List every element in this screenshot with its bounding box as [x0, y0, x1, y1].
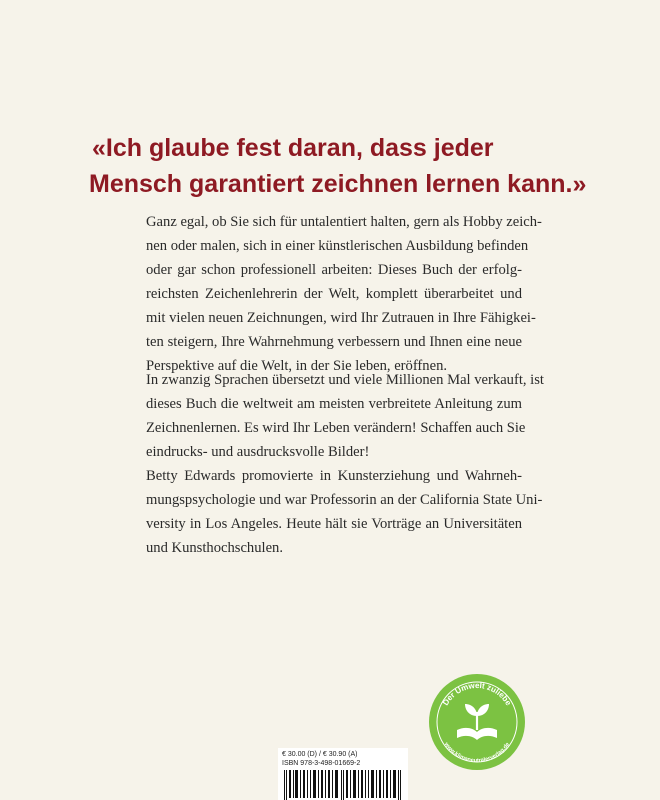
text-line: mit vielen neuen Zeichnungen, wird Ihr Zutrauen in Ihre Fähigkei-: [146, 310, 536, 326]
text-line: In zwanzig Sprachen übersetzt und viele Millionen Mal verkauft, ist: [146, 372, 544, 388]
book-plant-icon: [427, 672, 527, 772]
eco-badge: [427, 672, 527, 772]
text-line: nen oder malen, sich in einer künstlerischen Ausbildung befinden: [146, 238, 529, 254]
pull-quote: [89, 130, 602, 202]
text-line: Betty Edwards promovierte in Kunsterziehung und Wahrneh-: [146, 468, 522, 484]
text-line: Zeichnenlernen. Es wird Ihr Leben verändern! Schaffen auch Sie: [146, 420, 526, 436]
text-line: eindrucks- und ausdrucksvolle Bilder!: [146, 444, 370, 460]
text-line: oder gar schon professionell arbeiten: Dieses Buch der erfolg-: [146, 262, 522, 278]
badge-bottom-text: www.klimaneutralerverlag.de: [442, 741, 512, 765]
barcode-bars: [282, 770, 404, 800]
text-line: reichsten Zeichenlehrerin der Welt, komplett überarbeitet und: [146, 286, 522, 302]
badge-top-text: Der Umwelt zuliebe: [440, 680, 514, 708]
description-paragraph: [146, 210, 542, 378]
isbn-text: ISBN 978-3-498-01669-2: [282, 760, 361, 767]
quote-line-1: «Ich glaube fest daran, dass jeder: [92, 134, 494, 162]
text-line: versity in Los Angeles. Heute hält sie Vorträge an Universitäten: [146, 516, 522, 532]
barcode-label: [278, 748, 408, 800]
author-bio-paragraph: [146, 464, 543, 560]
price-text: € 30.00 (D) / € 30.90 (A): [282, 751, 358, 758]
sales-paragraph: [146, 368, 544, 464]
text-line: ten steigern, Ihre Wahrnehmung verbessern und Ihnen eine neue: [146, 334, 522, 350]
text-line: Ganz egal, ob Sie sich für untalentiert halten, gern als Hobby zeich-: [146, 214, 542, 230]
text-line: Perspektive auf die Welt, in der Sie leben, eröffnen.: [146, 358, 448, 374]
text-line: und Kunsthochschulen.: [146, 540, 284, 556]
text-line: mungspsychologie und war Professorin an der California State Uni-: [146, 492, 543, 508]
text-line: dieses Buch die weltweit am meisten verbreitete Anleitung zum: [146, 396, 522, 412]
quote-line-2: Mensch garantiert zeichnen lernen kann.»: [89, 170, 587, 198]
